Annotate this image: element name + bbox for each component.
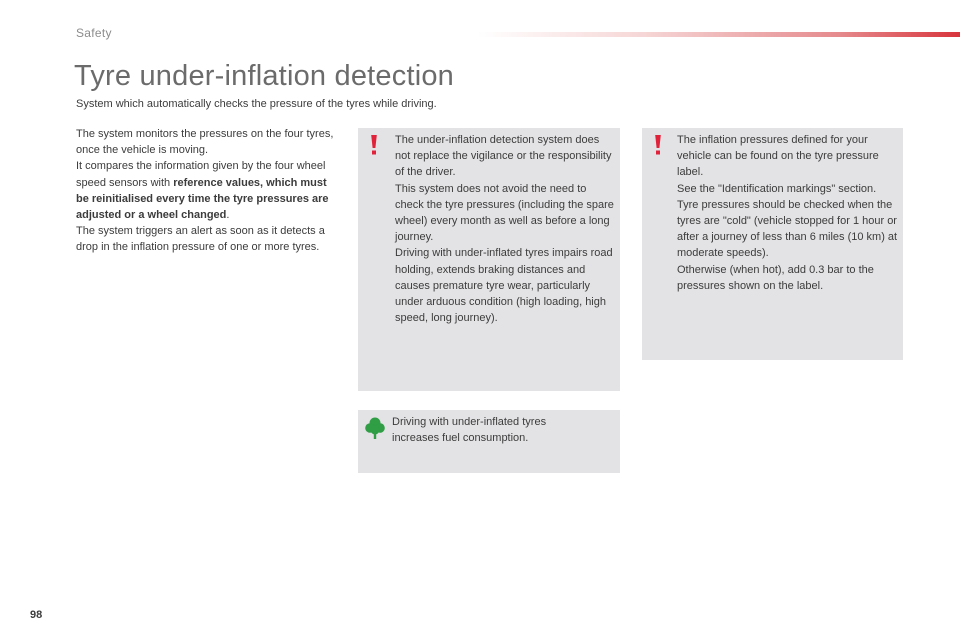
exclamation-icon bbox=[651, 134, 665, 156]
warning-1-text bbox=[395, 132, 617, 326]
intro-p2-end: . bbox=[226, 209, 230, 222]
intro-paragraph-2 bbox=[76, 158, 338, 223]
warning-2-paragraph-1: The inflation pressures defined for your vehicle can be found on the tyre pressure label. bbox=[677, 134, 879, 179]
eco-tip-text bbox=[392, 414, 592, 446]
warning-2-paragraph-3: Tyre pressures should be checked when the tyres are "cold" (vehicle stopped for 1 hour or after a journey of less than 6 miles (10 km) at moderate speeds). bbox=[677, 198, 898, 260]
header-accent-bar bbox=[478, 32, 960, 37]
page-number: 98 bbox=[30, 609, 43, 621]
intro-paragraph-3: The system triggers an alert as soon as it detects a drop in the inflation pressure of one or more tyres. bbox=[76, 225, 325, 254]
section-header: Safety bbox=[76, 26, 112, 40]
eco-tip-panel bbox=[358, 410, 620, 473]
warning-2-text bbox=[677, 132, 901, 294]
intro-p2-emphasis: reference values, which must be reinitialised every time the tyre pressures are adjusted or a wheel changed bbox=[76, 176, 329, 222]
eco-leaf-icon bbox=[365, 416, 385, 440]
exclamation-icon bbox=[367, 134, 381, 156]
eco-tip-paragraph: Driving with under-inflated tyres increases fuel consumption. bbox=[392, 416, 547, 445]
warning-1-paragraph-3: Driving with under-inflated tyres impairs road holding, extends braking distances and causes premature tyre wear, particularly under arduous condition (high loading, high speed, long journey). bbox=[395, 247, 613, 325]
warning-panel-driver-vigilance bbox=[358, 128, 620, 391]
intro-paragraph-1: The system monitors the pressures on the four tyres, once the vehicle is moving. bbox=[76, 128, 334, 157]
intro-text bbox=[76, 126, 338, 256]
warning-2-paragraph-4: Otherwise (when hot), add 0.3 bar to the pressures shown on the label. bbox=[677, 263, 874, 292]
warning-1-paragraph-1: The under-inflation detection system does not replace the vigilance or the responsibility of the driver. bbox=[395, 134, 612, 179]
page-subtitle: System which automatically checks the pressure of the tyres while driving. bbox=[76, 98, 437, 110]
page-title: Tyre under-inflation detection bbox=[74, 60, 454, 92]
warning-1-paragraph-2: This system does not avoid the need to check the tyre pressures (including the spare wheel) every month as well as before a long journey. bbox=[395, 182, 614, 244]
intro-p2-start: It compares the information given by the four wheel speed sensors with bbox=[76, 160, 326, 189]
warning-2-paragraph-2: See the "Identification markings" section. bbox=[677, 182, 877, 195]
warning-panel-inflation-pressures bbox=[642, 128, 903, 360]
